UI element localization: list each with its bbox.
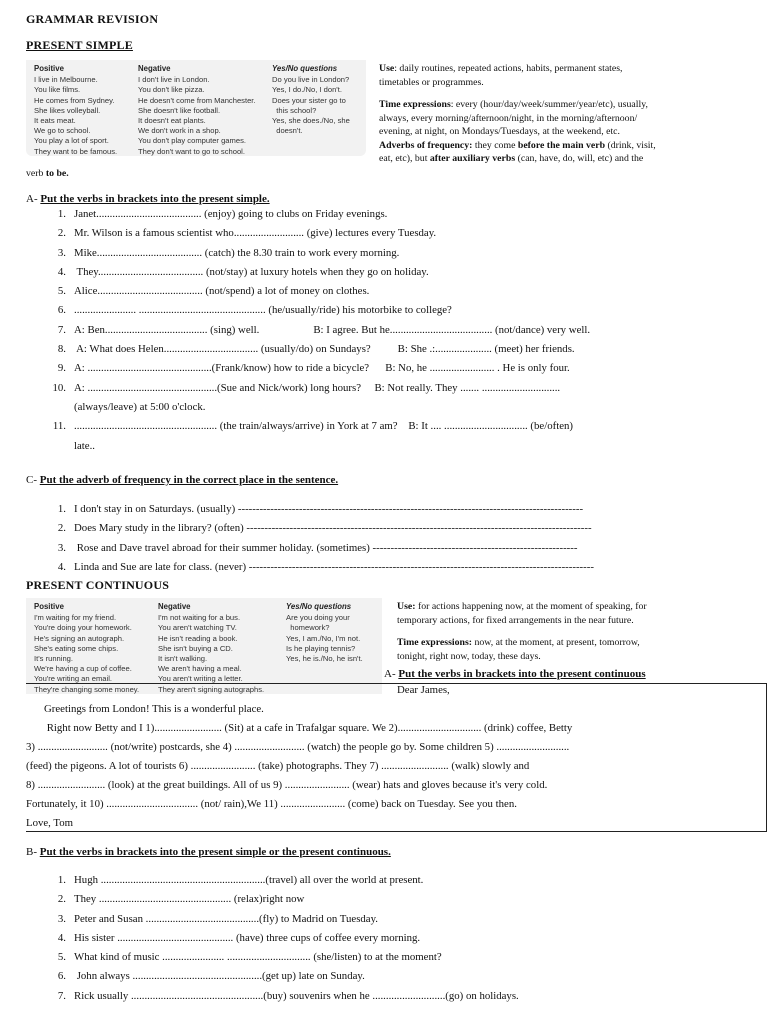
table-line: I live in Melbourne. [34,75,98,85]
exercise-item [46,874,519,893]
section-a2-heading [384,668,646,680]
adverbs-line2-c: (can, have, do, will, etc) and the [515,153,644,164]
pc-positive-column [34,602,139,695]
item-text: What kind of music ....................... ............................... (she/listen) to at the moment? [74,951,442,964]
section-title: Put the verbs in brackets into the present simple. [40,193,270,205]
item-text: Hugh .............................................................(travel) all over the world at present. [74,874,424,886]
exercise-item [46,343,590,362]
table-line: I'm not waiting for a bus. [158,613,241,623]
adverbs-line3-a: verb [26,168,46,179]
item-text: Rose and Dave travel abroad for their summer holiday. (sometimes) --------------------------------------------------------- [74,541,578,554]
exercise-item [46,382,590,401]
column-header: Positive [34,602,64,611]
item-number: 3. [57,246,66,259]
item-number: 2. [57,893,66,906]
table-line: Are you doing your [286,613,350,623]
ps-positive-column [34,64,117,157]
use-label: Use [379,63,395,74]
present-continuous-use-notes [397,600,762,663]
table-line: It isn't walking. [158,654,208,664]
exercise-item [46,324,590,343]
use-text: : daily routines, repeated actions, habits, permanent states, [394,63,623,74]
present-continuous-heading: PRESENT CONTINUOUS [26,578,170,592]
table-line: We aren't having a meal. [158,664,242,674]
letter-salutation: Dear James, [397,684,450,696]
letter-line: Greetings from London! This is a wonderful place. [44,703,264,715]
present-simple-table [26,60,366,156]
column-header: Positive [34,64,64,73]
table-line: Is he playing tennis? [286,643,356,653]
exercise-item [46,440,590,459]
table-line: I don't live in London. [138,75,210,85]
adverbs-line-3 [26,168,69,179]
item-number: 7. [57,989,66,1002]
item-number: 1. [57,503,66,515]
item-number: 1. [57,208,66,220]
time-text: now, at the moment, at present, tomorrow, [472,637,640,648]
section-c-exercises [46,503,594,580]
item-text: Rick usually .................................................(buy) souvenirs when he ...........................(go) on holidays. [74,989,519,1002]
table-line: Yes, I do./No, I don't. [272,85,342,95]
present-simple-use-notes [379,62,759,166]
present-continuous-table [26,598,382,694]
exercise-item [46,227,590,246]
exercise-item [46,285,590,304]
item-text: A: Ben...................................... (sing) well. B: I agree. But he...................................... (not/dance) very well. [74,323,591,336]
table-line: She isn't buying a CD. [158,643,233,653]
table-line: this school? [272,105,317,115]
item-text: John always ................................................(get up) late on Sunday. [74,970,365,983]
time-text-2: tonight, right now, today, these days. [397,650,541,662]
item-text: Peter and Susan ..........................................(fly) to Madrid on Tuesday. [74,912,378,925]
item-number: 1. [57,874,66,886]
table-line: doesn't. [272,126,303,136]
section-b-heading [26,846,391,858]
item-text: Janet....................................... (enjoy) going to clubs on Friday evenings. [74,208,388,220]
time-text: : every (hour/day/week/summer/year/etc), usually, [450,99,648,110]
table-line: They want to be famous. [34,146,118,156]
letter-line: (feed) the pigeons. A lot of tourists 6) ........................ (take) photographs. They 7) ......................... (walk) slowly and [26,760,530,772]
section-a-exercises [46,208,590,459]
table-line: You don't play computer games. [138,136,246,146]
adverbs-line2-a: eat, etc), but [379,153,430,164]
table-line: It eats meat. [34,116,76,126]
item-text: Linda and Sue are late for class. (never) ------------------------------------------------------------------------------------------------ [74,560,594,573]
exercise-item [46,503,594,522]
column-header: Yes/No questions [286,602,352,611]
exercise-item [46,951,519,970]
section-letter: B- [26,846,40,858]
section-title: Put the adverb of frequency in the correct place in the sentence. [39,474,339,486]
item-text: I don't stay in on Saturdays. (usually) ------------------------------------------------------------------------------------------------ [74,503,584,515]
section-b-exercises [46,874,519,1009]
exercise-item [46,208,590,227]
table-line: He comes from Sydney. [34,95,115,105]
table-line: They don't want to go to school. [138,146,245,156]
exercise-item [46,266,590,285]
section-c-heading [26,474,338,486]
document-title: GRAMMAR REVISION [26,12,159,26]
item-number: 6. [57,970,66,983]
pc-negative-column [158,602,264,695]
ps-questions-column [272,64,350,136]
table-line: She's eating some chips. [34,643,119,653]
table-line: They aren't signing autographs. [158,684,265,694]
table-line: Do you live in London? [272,75,350,85]
table-line: You play a lot of sport. [34,136,109,146]
item-text: (always/leave) at 5:00 o'clock. [74,400,206,413]
table-line: Does your sister go to [272,95,346,105]
table-line: You're writing an email. [34,674,112,684]
exercise-item [46,970,519,989]
adverbs-line2-b: after auxiliary verbs [429,153,516,164]
present-simple-heading: PRESENT SIMPLE [26,38,133,52]
table-line: Yes, he is./No, he isn't. [286,654,363,664]
item-text: A: ..............................................(Frank/know) how to ride a bicycle? B: No, he ........................ . He is only four. [74,362,570,375]
exercise-item [46,522,594,541]
item-number: 2. [57,227,66,240]
column-header: Negative [158,602,191,611]
adverbs-text: they come [472,139,518,151]
item-text: A: ................................................(Sue and Nick/work) long hours? B: Not really. They ....... ............................. [74,381,561,394]
exercise-item [46,932,519,951]
ps-negative-column [138,64,256,157]
exercise-item [46,893,519,912]
item-number: 3. [57,912,66,925]
table-line: We go to school. [34,126,91,136]
letter-signoff: Love, Tom [26,817,74,829]
time-text-3: evening, at night, on Mondays/Tuesdays, at the weekend, etc. [379,126,620,137]
section-letter: A- [384,668,399,680]
exercise-item [46,362,590,381]
item-text: A: What does Helen................................... (usually/do) on Sundays? B: She .:..................... (meet) her friends. [74,343,575,356]
exercise-item [46,420,590,439]
section-title: Put the verbs in brackets into the present continuous [398,668,646,680]
table-line: You're doing your homework. [34,623,132,633]
exercise-item [46,247,590,266]
table-line: I'm waiting for my friend. [34,613,117,623]
use-label: Use: [397,601,416,612]
adverbs-text-2: (drink, visit, [605,139,656,151]
letter-line: 3) .......................... (not/write) postcards, she 4) .......................... (watch) the people go by. Some children 5) ........................... [26,741,570,753]
adverbs-bold: before the main verb [517,139,606,151]
table-line: Yes, I am./No, I'm not. [286,633,361,643]
item-text: Does Mary study in the library? (often) ------------------------------------------------------------------------------------------------ [74,522,592,535]
item-number: 8. [57,343,66,356]
item-text: ..................................................... (the train/always/arrive) in York at 7 am? B: It .... ............................... (be/often) [74,420,573,433]
column-header: Negative [138,64,171,73]
table-line: It doesn't eat plants. [138,116,206,126]
section-letter: C- [26,474,40,486]
section-a-heading [26,193,270,205]
item-text: His sister ........................................... (have) three cups of coffee every morning. [74,931,421,944]
use-text-2: temporary actions, for fixed arrangements in the near future. [397,614,634,626]
item-number: 10. [52,381,66,394]
table-line: She doesn't like football. [138,105,221,115]
section-letter: A- [26,193,41,205]
column-header: Yes/No questions [272,64,338,73]
table-line: They're changing some money. [34,684,140,694]
letter-line: Fortunately, it 10) .................................. (not/ rain),We 11) ........................ (come) back on Tuesday. See you then. [26,798,517,810]
item-number: 6. [57,304,66,317]
exercise-item [46,401,590,420]
item-number: 5. [57,951,66,964]
item-text: late.. [74,439,95,452]
table-line: You aren't writing a letter. [158,674,243,684]
exercise-item [46,542,594,561]
item-text: Mike....................................... (catch) the 8.30 train to work every morning. [74,246,400,259]
use-text-2: timetables or programmes. [379,76,484,88]
use-text: for actions happening now, at the moment of speaking, for [415,601,647,612]
time-label: Time expressions [379,99,451,110]
table-line: You don't like pizza. [138,85,205,95]
time-text-2: always, every morning/afternoon/night, in the morning/afternoon/ [379,112,638,124]
item-number: 4. [57,560,66,573]
item-text: ....................... ............................................... (he/usually/ride) his motorbike to college? [74,304,452,317]
item-number: 5. [57,285,66,298]
table-line: She likes volleyball. [34,105,101,115]
exercise-item [46,990,519,1009]
table-line: You aren't watching TV. [158,623,237,633]
item-text: Mr. Wilson is a famous scientist who.......................... (give) lectures every Tuesday. [74,227,437,240]
item-number: 11. [52,420,66,433]
table-line: We don't work in a shop. [138,126,221,136]
item-text: Alice....................................... (not/spend) a lot of money on clothes. [74,285,370,298]
table-line: homework? [286,623,330,633]
item-number: 4. [57,931,66,944]
table-line: He's signing an autograph. [34,633,125,643]
item-number: 2. [57,522,66,535]
exercise-item [46,304,590,323]
item-number: 7. [57,323,66,336]
table-line: He doesn't come from Manchester. [138,95,256,105]
adverbs-line3-b: to be. [45,168,69,179]
time-label: Time expressions: [397,637,473,648]
item-number: 9. [57,362,66,375]
section-title: Put the verbs in brackets into the present simple or the present continuous. [39,846,391,858]
table-line: Yes, she does./No, she [272,116,350,126]
item-text: They....................................... (not/stay) at luxury hotels when they go on holiday. [74,265,429,278]
item-number: 4. [57,265,66,278]
item-number: 3. [57,541,66,554]
letter-line: 8) ......................... (look) at the great buildings. All of us 9) ........................ (wear) hats and gloves because it's very cold. [26,779,548,791]
exercise-item [46,913,519,932]
letter-line: Right now Betty and I 1)......................... (Sit) at a cafe in Trafalgar square. We 2)............................... (drink) coffee, Betty [44,722,573,734]
table-line: We're having a cup of coffee. [34,664,132,674]
table-line: You like films. [34,85,81,95]
pc-questions-column [286,602,363,664]
item-text: They ................................................. (relax)right now [74,893,305,906]
table-line: It's running. [34,654,74,664]
table-line: He isn't reading a book. [158,633,238,643]
adverbs-label: Adverbs of frequency: [379,139,473,151]
